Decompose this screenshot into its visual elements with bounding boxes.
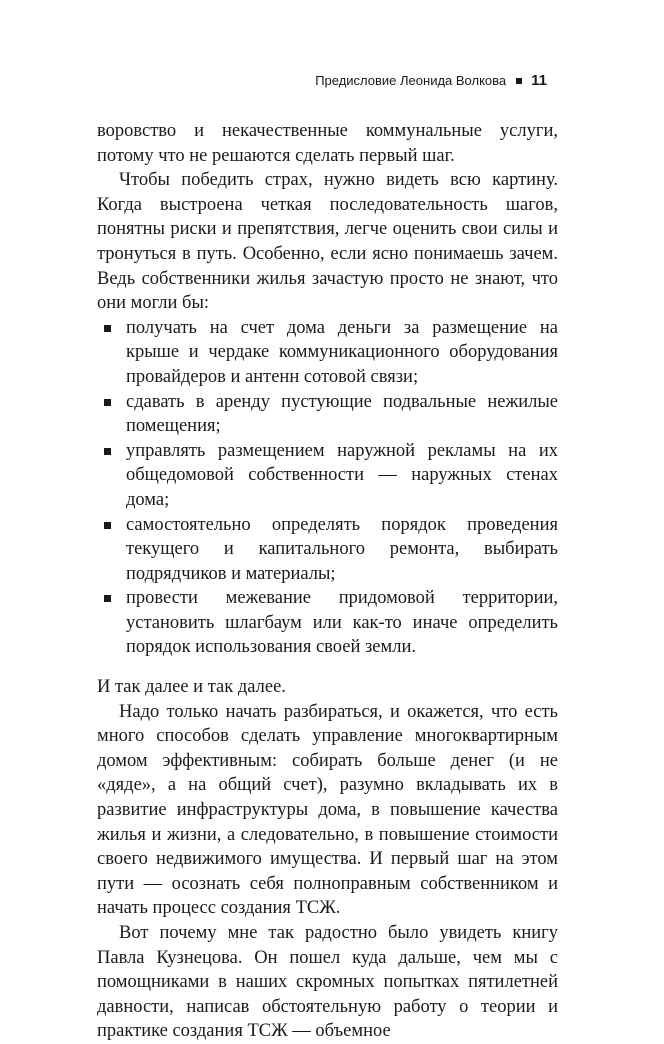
- list-item-text: управлять размещением наружной рекламы на их общедомовой собственности — наружных стенах дома;: [126, 440, 558, 510]
- square-bullet-icon: [104, 399, 111, 406]
- paragraph: воровство и некачественные коммунальные услуги, потому что не решаются сделать первый шаг.: [97, 121, 558, 166]
- bullet-list: [97, 316, 558, 660]
- header-separator: [516, 78, 522, 84]
- list-item-text: самостоятельно определять порядок проведения текущего и капитального ремонта, выбирать подрядчиков и материалы;: [126, 514, 558, 584]
- running-header: [315, 72, 547, 89]
- list-item-text: получать на счет дома деньги за размещение на крыше и чердаке коммуникационного оборудования провайдеров и антенн сотовой связи;: [126, 317, 558, 387]
- paragraph: Чтобы победить страх, нужно видеть всю картину. Когда выстроена четкая последовательность шагов, понятны риски и препятствия, легче оценить свои силы и тронуться в путь. Особенно, если ясно понимаешь зачем. Ведь собственники жилья зачастую просто не знают, что они могли бы:: [97, 170, 558, 314]
- list-item-text: сдавать в аренду пустующие подвальные нежилые помещения;: [126, 391, 558, 437]
- square-bullet-icon: [104, 522, 111, 529]
- list-item: [97, 316, 558, 390]
- paragraph: Надо только начать разбираться, и окажется, что есть много способов сделать управление многоквартирным домом эффективным: собирать больше денег (и не «дяде», а на общий счет), разумно вкладывать их в развитие инфраструктуры дома, в повышение качества жилья и жизни, а следовательно, в повышение стоимости своего недвижимого имущества. И первый шаг на этом пути — осознать себя полноправным собственником и начать процесс создания ТСЖ.: [97, 701, 558, 919]
- page-number: 11: [531, 72, 547, 89]
- list-item: [97, 513, 558, 587]
- list-item: [97, 439, 558, 513]
- body-text: [97, 119, 558, 1044]
- list-item: [97, 390, 558, 439]
- square-bullet-icon: [104, 325, 111, 332]
- paragraph: Вот почему мне так радостно было увидеть книгу Павла Кузнецова. Он пошел куда дальше, чем мы с помощниками в наших скромных попытках пятилетней давности, написав обстоятельную работу о теории и практике создания ТСЖ — объемное: [97, 923, 558, 1042]
- spacer: [97, 660, 558, 675]
- square-bullet-icon: [104, 595, 111, 602]
- running-title: Предисловие Леонида Волкова: [315, 73, 507, 88]
- paragraph: И так далее и так далее.: [97, 677, 286, 698]
- list-item-text: провести межевание придомовой территории, установить шлагбаум или как-то иначе определить порядок использования своей земли.: [126, 588, 558, 658]
- square-bullet-icon: [104, 448, 111, 455]
- list-item: [97, 586, 558, 660]
